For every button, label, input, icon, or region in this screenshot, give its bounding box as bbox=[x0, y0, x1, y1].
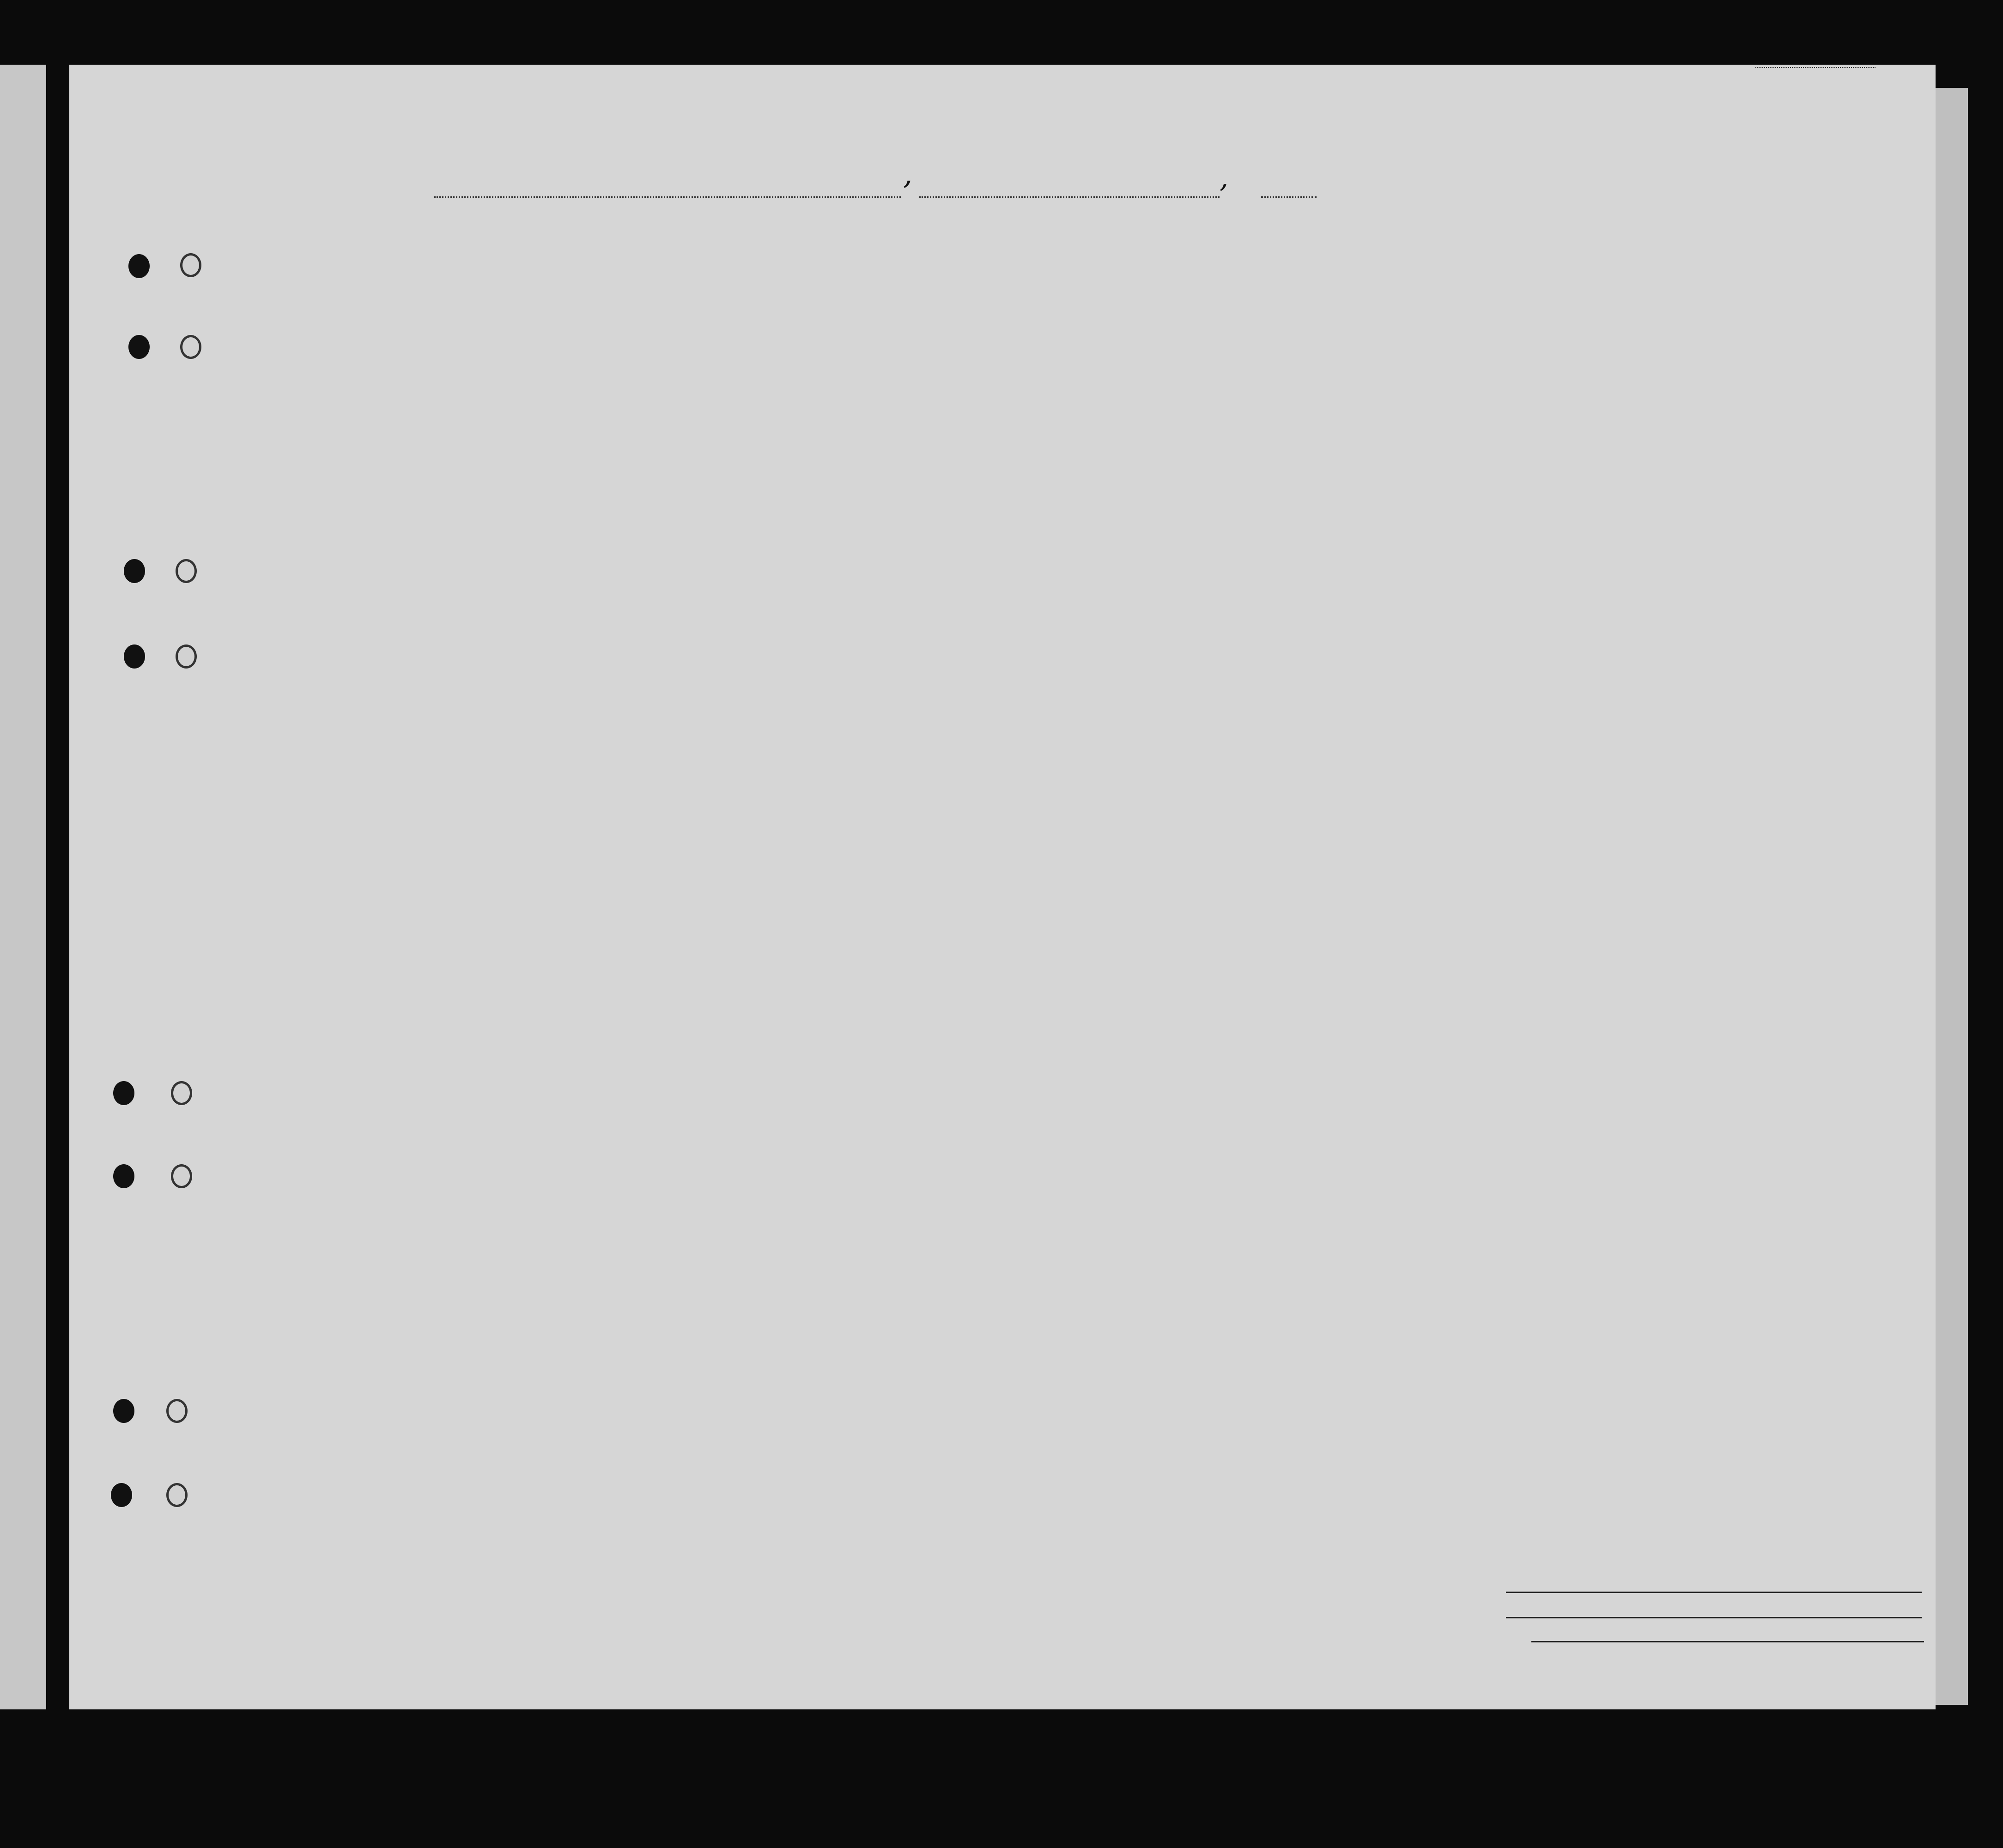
agents-underline bbox=[1531, 1641, 1924, 1642]
owners-underline bbox=[1506, 1617, 1922, 1618]
line-underline bbox=[1506, 1592, 1922, 1593]
